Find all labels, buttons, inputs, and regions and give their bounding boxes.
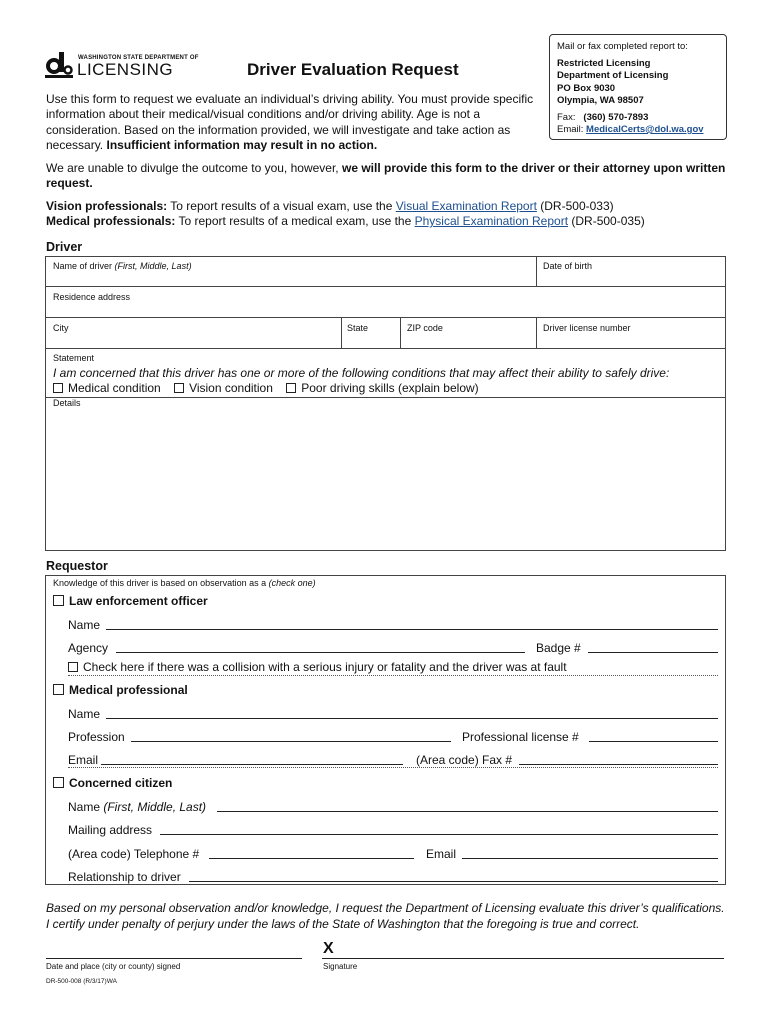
medical-condition-label: Medical condition [68, 381, 161, 395]
professionals-paragraph [46, 199, 736, 230]
visual-exam-link[interactable]: Visual Examination Report [395, 199, 537, 213]
conditions-row [53, 381, 479, 395]
divider [45, 348, 726, 349]
address-label: Residence address [53, 292, 131, 302]
relationship-label: Relationship to driver [68, 870, 181, 884]
vision-code: (DR-500-033) [540, 199, 614, 213]
med-fax-label: (Area code) Fax # [416, 753, 513, 767]
driver-name-label: Name of driver (First, Middle, Last) [53, 261, 192, 271]
law-name-label: Name [68, 618, 101, 632]
mailing-address-field[interactable] [160, 834, 718, 835]
med-email-label: Email [68, 753, 99, 767]
telephone-field[interactable] [209, 858, 414, 859]
email-link[interactable]: MedicalCerts@dol.wa.gov [586, 124, 704, 135]
divider [45, 397, 726, 398]
certification-line: Based on my personal observation and/or knowledge, I request the Department of Licensing evaluate this driver’s qualifications. [46, 901, 725, 915]
mail-to-box [549, 34, 727, 140]
agency-field[interactable] [116, 652, 525, 653]
medical-professional-option [53, 683, 188, 697]
fax-label: Fax: [557, 111, 576, 123]
logo-agency-line: WASHINGTON STATE DEPARTMENT OF [78, 55, 199, 61]
vision-condition-label: Vision condition [189, 381, 273, 395]
signature-field[interactable] [322, 958, 724, 959]
certification-text [46, 900, 736, 932]
requestor-section-title: Requestor [46, 559, 108, 573]
medical-text: To report results of a medical exam, use the [178, 214, 412, 229]
fax-value: (360) 570-7893 [583, 111, 649, 123]
mail-line: Olympia, WA 98507 [557, 95, 644, 106]
intro-bold: Insufficient information may result in no action. [106, 137, 378, 152]
profession-field[interactable] [131, 741, 451, 742]
driver-section-title: Driver [46, 240, 83, 254]
concerned-citizen-label: Concerned citizen [69, 776, 173, 790]
statement-text: I am concerned that this driver has one or more of the following conditions that may affect their ability to safely drive: [53, 366, 670, 380]
form-id: DR-500-008 (R/3/17)WA [46, 978, 117, 985]
concerned-citizen-option [53, 776, 172, 790]
mail-line: Restricted Licensing [557, 57, 651, 69]
citizen-email-field[interactable] [462, 858, 718, 859]
vision-text: To report results of a visual exam, use the [170, 199, 393, 213]
citizen-email-label: Email [426, 847, 457, 861]
knowledge-label: Knowledge of this driver is based on observation as a (check one) [53, 578, 316, 588]
dob-field[interactable] [537, 272, 725, 285]
mailing-address-label: Mailing address [68, 823, 153, 837]
concerned-citizen-checkbox[interactable] [53, 777, 64, 788]
city-label: City [53, 323, 69, 333]
state-field[interactable] [342, 334, 399, 347]
details-field[interactable] [46, 408, 725, 550]
certification-line: I certify under penalty of perjury under the laws of the State of Washington that the foregoing is true and correct. [46, 917, 640, 931]
dob-label: Date of birth [543, 261, 593, 271]
prof-license-label: Professional license # [462, 730, 579, 744]
dotted-divider [68, 767, 718, 768]
dol-logo-icon [45, 52, 73, 80]
badge-field[interactable] [588, 652, 718, 653]
agency-label: Agency [68, 641, 109, 655]
citizen-name-field[interactable] [217, 811, 718, 812]
outcome-paragraph [46, 161, 736, 192]
outcome-text: We are unable to divulge the outcome to you, however, [46, 161, 339, 175]
dotted-divider [68, 675, 718, 676]
medical-label: Medical professionals: [46, 214, 176, 229]
med-name-label: Name [68, 707, 101, 721]
address-field[interactable] [46, 303, 725, 316]
law-name-field[interactable] [106, 629, 718, 630]
medical-condition-checkbox[interactable] [53, 383, 63, 393]
intro-paragraph [46, 92, 541, 153]
city-field[interactable] [46, 334, 340, 347]
email-label: Email: [557, 124, 584, 135]
date-place-field[interactable] [46, 958, 302, 959]
statement-label: Statement [53, 353, 95, 363]
signature-label: Signature [323, 962, 358, 971]
requestor-box [45, 575, 726, 885]
law-enforcement-checkbox[interactable] [53, 595, 64, 606]
mail-header: Mail or fax completed report to: [557, 41, 688, 52]
collision-checkbox[interactable] [68, 662, 78, 672]
medical-professional-checkbox[interactable] [53, 684, 64, 695]
mail-line: Department of Licensing [557, 70, 669, 81]
poor-driving-label: Poor driving skills (explain below) [301, 381, 479, 395]
license-number-field[interactable] [537, 334, 725, 347]
med-email-field[interactable] [101, 764, 403, 765]
collision-row [68, 660, 567, 674]
medical-professional-label: Medical professional [69, 683, 188, 697]
prof-license-field[interactable] [589, 741, 718, 742]
mail-line: PO Box 9030 [557, 82, 616, 94]
date-place-label: Date and place (city or county) signed [46, 962, 181, 971]
citizen-name-label: Name (First, Middle, Last) [68, 800, 207, 814]
poor-driving-checkbox[interactable] [286, 383, 296, 393]
divider [45, 286, 726, 287]
law-enforcement-option [53, 594, 208, 608]
state-label: State [347, 323, 369, 333]
medical-code: (DR-500-035) [571, 214, 645, 229]
page-title: Driver Evaluation Request [247, 60, 459, 79]
driver-name-field[interactable] [46, 272, 535, 285]
collision-label: Check here if there was a collision with a serious injury or fatality and the driver was at fault [83, 660, 567, 674]
vision-label: Vision professionals: [46, 199, 168, 213]
logo-name: LICENSING [77, 60, 174, 79]
zip-label: ZIP code [407, 323, 443, 333]
profession-label: Profession [68, 730, 125, 744]
details-label: Details [53, 398, 81, 406]
med-name-field[interactable] [106, 718, 718, 719]
telephone-label: (Area code) Telephone # [68, 847, 200, 861]
med-fax-field[interactable] [519, 764, 718, 765]
intro-text: Use this form to request we evaluate an individual’s driving ability. You must provide specific information about their medical/visual conditions and/or driving ability. Age is not a consideration. Based on the information provided, we will investigate and take action as necessary. [46, 92, 534, 152]
outcome-bold: we will provide this form to the driver or their attorney upon written request. [46, 161, 726, 191]
vision-condition-checkbox[interactable] [174, 383, 184, 393]
license-number-label: Driver license number [543, 323, 631, 333]
relationship-field[interactable] [189, 881, 718, 882]
divider [45, 317, 726, 318]
badge-label: Badge # [536, 641, 581, 655]
physical-exam-link[interactable]: Physical Examination Report [414, 214, 569, 229]
law-enforcement-label: Law enforcement officer [69, 594, 208, 608]
signature-x-mark: X [323, 940, 334, 957]
zip-field[interactable] [401, 334, 535, 347]
